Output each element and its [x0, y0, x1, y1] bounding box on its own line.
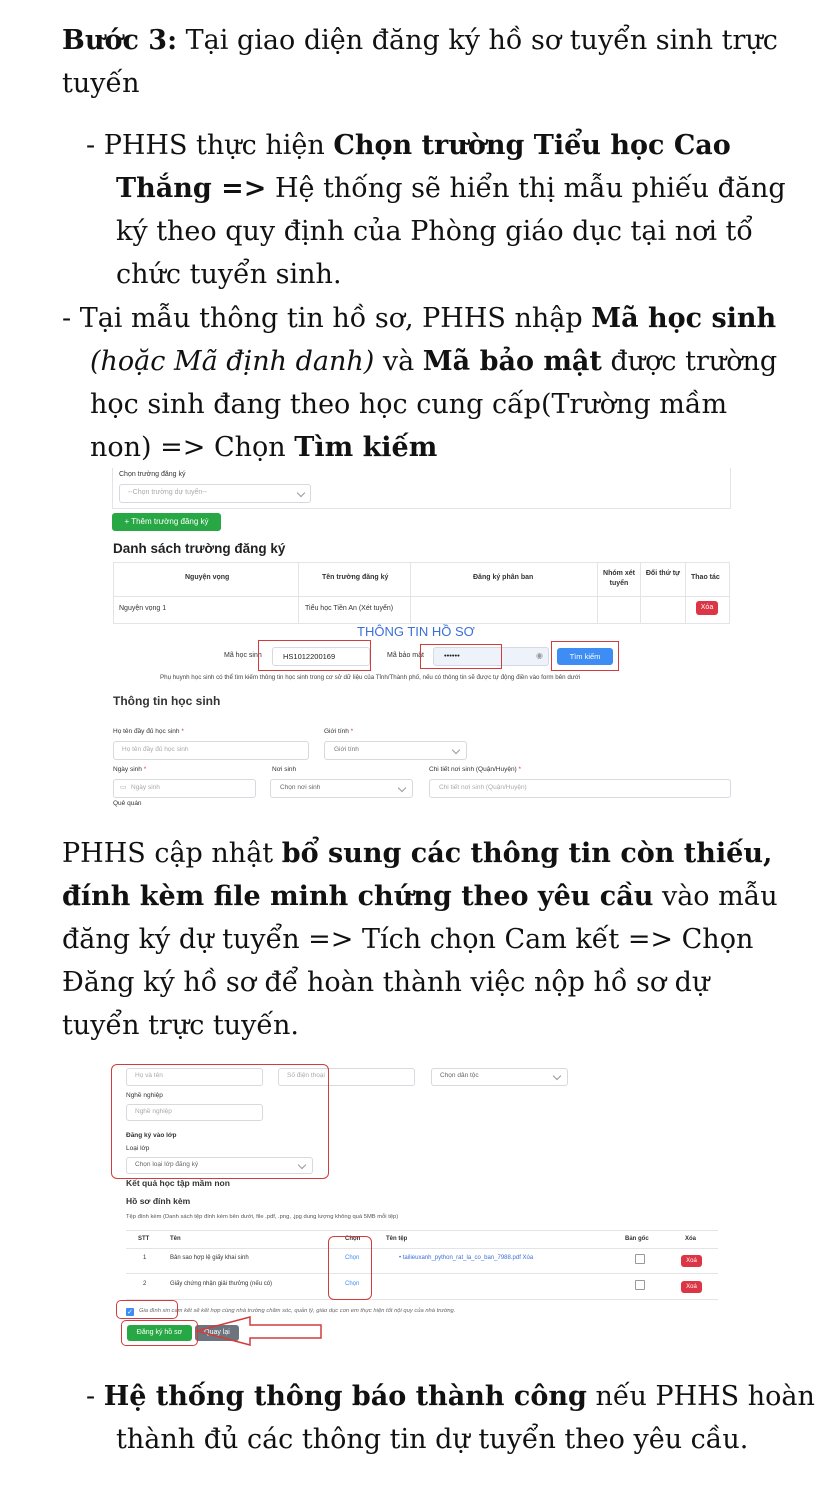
para2-line4: Đăng ký hồ sơ để hoàn thành việc nộp hồ sơ dự [62, 967, 710, 998]
highlight-commit [116, 1300, 178, 1319]
arrow-left-icon [195, 1315, 325, 1347]
birthplace-detail-input[interactable]: Chi tiết nơi sinh (Quận/Huyện) [429, 779, 731, 798]
highlight-choose-column [328, 1236, 372, 1300]
name-input[interactable]: Họ và tên [126, 1068, 263, 1086]
bullet1-line2: Thắng => Hệ thống sẽ hiển thị mẫu phiếu đăng [116, 173, 786, 204]
col-stt: STT [138, 1236, 150, 1242]
step3-heading: Bước 3: Tại giao diện đăng ký hồ sơ tuyển sinh trực [62, 25, 778, 56]
dob-input[interactable]: ▭ Ngày sinh [113, 779, 256, 798]
row1-file-link[interactable]: • tailieuxanh_python_rat_la_co_ban_7988.pdf Xóa [399, 1255, 534, 1261]
col-filename: Tên tệp [386, 1236, 408, 1242]
chevron-down-icon [553, 1072, 561, 1080]
row2-stt: 2 [143, 1281, 147, 1287]
col-group: Nhóm xét tuyển [603, 570, 635, 587]
col-order: Đối thứ tự [645, 570, 681, 577]
col-name: Tên [170, 1236, 181, 1242]
chevron-down-icon [398, 784, 406, 792]
chevron-down-icon [297, 489, 305, 497]
highlight-submit [121, 1320, 198, 1346]
dob-label: Ngày sinh * [113, 766, 147, 773]
student-code-input[interactable]: HS1012200169 [272, 647, 370, 666]
highlight-missing-info [111, 1064, 329, 1179]
para2-line3: đăng ký dự tuyển => Tích chọn Cam kết => Chọn [62, 924, 754, 955]
highlight-search-button [551, 641, 619, 671]
bullet2-line1: - Tại mẫu thông tin hồ sơ, PHHS nhập Mã học sinh [62, 303, 777, 334]
job-label: Nghề nghiệp [126, 1092, 163, 1099]
student-info-title: Thông tin học sinh [113, 694, 221, 708]
col-action: Thao tác [691, 574, 720, 581]
back-button[interactable]: Quay lại [195, 1325, 239, 1341]
bullet2-line3: học sinh đang theo học cung cấp(Trường mầm [90, 389, 728, 420]
row-wish: Nguyện vọng 1 [119, 605, 167, 612]
attachments-desc: Tệp đính kèm (Danh sách tệp đính kèm bên dưới, file .pdf, .png, .jpg dung lượng không quá 5MB mỗi tệp) [126, 1214, 399, 1220]
add-school-button[interactable]: + Thêm trường đăng ký [112, 513, 221, 531]
security-code-label: Mã bảo mật [387, 652, 424, 659]
fullname-input[interactable]: Họ tên đầy đủ học sinh [113, 741, 309, 760]
commit-checkbox[interactable]: ✓ [127, 1308, 133, 1316]
security-code-input[interactable]: •••••• ◉ [433, 647, 549, 666]
highlight-student-code [258, 640, 371, 671]
birthplace-label: Nơi sinh [272, 766, 297, 773]
choose-school-label: Chọn trường đăng ký [119, 471, 186, 478]
bullet1-line4: chức tuyển sinh. [116, 259, 342, 290]
eye-icon[interactable]: ◉ [536, 651, 543, 660]
gender-label: Giới tính * [324, 728, 354, 735]
chevron-down-icon [452, 746, 460, 754]
para2-line5: tuyển trực tuyến. [62, 1010, 300, 1041]
row1-stt: 1 [143, 1255, 147, 1261]
col-school: Tên trường đăng ký [322, 574, 389, 581]
col-wish: Nguyện vọng [185, 574, 230, 581]
hometown-label: Quê quán [113, 800, 142, 807]
birthplace-select[interactable]: Chọn nơi sinh [270, 779, 413, 798]
row1-choose-link[interactable]: Chọn [345, 1255, 360, 1261]
col-choose: Chọn [345, 1236, 361, 1242]
row2-delete-button[interactable]: Xoá [681, 1281, 702, 1293]
col-delete: Xóa [685, 1236, 697, 1242]
profile-info-title: THÔNG TIN HỒ SƠ [357, 624, 475, 639]
row2-name: Giấy chứng nhận giải thưởng (nếu có) [170, 1281, 273, 1287]
gender-select[interactable]: Giới tính [324, 741, 467, 760]
preschool-result-title: Kết quả học tập mầm non [126, 1178, 230, 1188]
school-list-title: Danh sách trường đăng ký [113, 541, 286, 556]
student-code-label: Mã học sinh [224, 652, 262, 659]
delete-button[interactable]: Xóa [696, 601, 718, 615]
row1-delete-button[interactable]: Xoá [681, 1255, 702, 1267]
row2-original-checkbox[interactable] [635, 1280, 645, 1290]
class-register-title: Đăng ký vào lớp [126, 1132, 177, 1139]
step3-heading-cont: tuyến [62, 68, 140, 99]
birthplace-detail-label: Chi tiết nơi sinh (Quận/Huyện) * [429, 766, 522, 773]
bullet1-line1: - PHHS thực hiện Chọn trường Tiểu học Cao [86, 130, 731, 161]
para2-line1: PHHS cập nhật bổ sung các thông tin còn thiếu, [62, 838, 773, 869]
para2-line2: đính kèm file minh chứng theo yêu cầu vào mẫu [62, 881, 778, 912]
final-line2: thành đủ các thông tin dự tuyển theo yêu cầu. [116, 1424, 749, 1455]
fullname-label: Họ tên đầy đủ học sinh * [113, 728, 184, 735]
submit-profile-button[interactable]: Đăng ký hồ sơ [127, 1325, 192, 1341]
class-type-select[interactable]: Chọn loại lớp đăng ký [126, 1157, 313, 1174]
search-hint: Phụ huynh học sinh có thể tìm kiếm thông tin học sinh trong cơ sở dữ liệu của Tỉnh/Thành phố, nếu có thông tin sẽ được tự động điền vào form bên dưới [160, 674, 581, 681]
row1-name: Bản sao hợp lệ giấy khai sinh [170, 1255, 249, 1261]
bullet1-line3: ký theo quy định của Phòng giáo dục tại nơi tổ [116, 216, 753, 247]
col-original: Bản gốc [625, 1236, 649, 1242]
row1-original-checkbox[interactable] [635, 1254, 645, 1264]
calendar-icon: ▭ [120, 784, 127, 791]
attachments-title: Hồ sơ đính kèm [126, 1196, 191, 1206]
row2-choose-link[interactable]: Chọn [345, 1281, 360, 1287]
ethnic-select[interactable]: Chọn dân tộc [431, 1068, 568, 1086]
bullet2-line2: (hoặc Mã định danh) và Mã bảo mật được trường [90, 346, 778, 377]
highlight-security-code [420, 644, 502, 669]
bullet2-line4: non) => Chọn Tìm kiếm [90, 432, 438, 463]
col-branch: Đăng ký phân ban [473, 574, 534, 581]
job-input[interactable]: Nghề nghiệp [126, 1104, 263, 1121]
final-line1: - Hệ thống thông báo thành công nếu PHHS hoàn [86, 1381, 815, 1412]
class-type-label: Loại lớp [126, 1145, 150, 1152]
commit-text: Gia đình xin cam kết sẽ kết hợp cùng nhà trường chăm sóc, quản lý, giáo dục con em thực hiện tốt nội quy của nhà trường. [139, 1308, 456, 1314]
choose-school-select[interactable]: --Chọn trường dự tuyển-- [119, 484, 311, 503]
row-school: Tiểu học Tiền An (Xét tuyển) [305, 605, 394, 612]
phone-input[interactable]: Số điện thoại [278, 1068, 415, 1086]
search-button[interactable]: Tìm kiếm [557, 648, 613, 665]
